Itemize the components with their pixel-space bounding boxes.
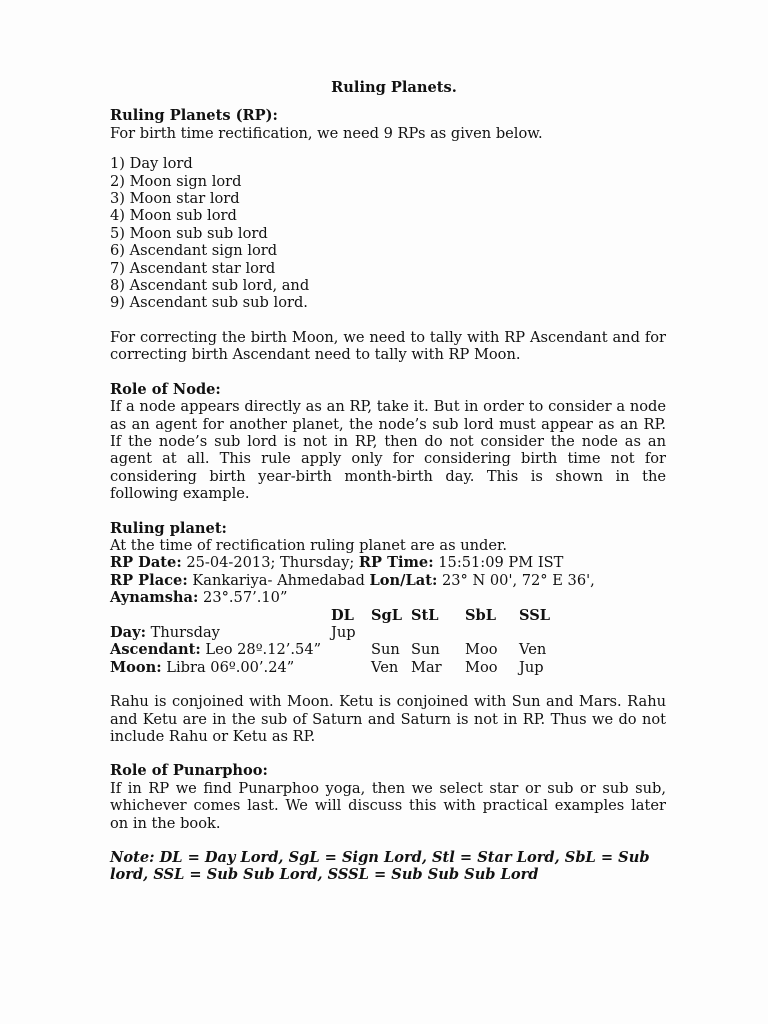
row-label-cell: [110, 624, 331, 641]
rp-intro: For birth time rectification, we need 9 RPs as given below.: [110, 124, 543, 142]
punarphoo-paragraph: If in RP we find Punarphoo yoga, then we select star or sub or sub sub, whichever comes last. We will discuss this with practical examples later on in the book.: [110, 779, 666, 832]
table-cell: Sun: [371, 641, 400, 659]
table-cell: Jup: [331, 623, 356, 641]
table-row: [110, 641, 573, 658]
table-header: [110, 607, 331, 624]
list-item: 3) Moon star lord: [110, 190, 240, 208]
row-value: Thursday: [145, 623, 220, 641]
rahu-ketu-paragraph: Rahu is conjoined with Moon. Ketu is conjoined with Sun and Mars. Rahu and Ketu are in the sub of Saturn and Saturn is not in RP. Thus we do not include Rahu or Ketu as RP.: [110, 693, 666, 745]
table-cell: Moo: [465, 641, 498, 659]
table-cell: [411, 624, 465, 641]
ruling-planet-heading: Ruling planet:: [110, 519, 227, 537]
list-item: 2) Moon sign lord: [110, 172, 242, 190]
table-cell: Ven: [519, 641, 547, 659]
node-paragraph: If a node appears directly as an RP, take it. But in order to consider a node as an agent for another planet, the node’s sub lord must appear as an RP. If the node’s sub lord is not in RP, then do not consider the node as an agent at all. This rule apply only for considering birth time not for considering birth year-birth month-birth day. This is shown in the following example.: [110, 398, 666, 503]
table-header: DL: [331, 606, 354, 624]
table-cell: [371, 624, 411, 641]
rp-place-value: Kankariya- Ahmedabad: [187, 571, 370, 589]
list-item: 7) Ascendant star lord: [110, 259, 276, 277]
node-heading: Role of Node:: [110, 380, 221, 398]
row-label: Moon:: [110, 658, 162, 676]
node-section: [110, 381, 666, 503]
list-item: 6) Ascendant sign lord: [110, 242, 278, 260]
aynamsha-label: Aynamsha:: [110, 589, 199, 607]
lonlat-label: Lon/Lat:: [369, 571, 438, 589]
page-title: Ruling Planets.: [331, 79, 457, 96]
list-item: 8) Ascendant sub lord, and: [110, 277, 310, 295]
rp-time-label: RP Time:: [358, 554, 434, 572]
row-label-cell: [110, 641, 331, 658]
table-row: [110, 659, 573, 676]
table-header: StL: [411, 606, 439, 624]
rp-place-line: [110, 572, 666, 589]
table-header-row: [110, 607, 573, 624]
list-item: 1) Day lord: [110, 155, 193, 173]
rp-date-value: 25-04-2013; Thursday;: [181, 554, 359, 572]
row-value: Libra 06º.00’.24”: [161, 658, 295, 676]
list-item: 4) Moon sub lord: [110, 207, 237, 225]
table-header: SSL: [519, 606, 551, 624]
table-row: [110, 624, 573, 641]
row-label: Ascendant:: [110, 641, 201, 659]
ruling-planet-intro: At the time of rectification ruling planet are as under.: [110, 536, 507, 554]
row-label-cell: [110, 659, 331, 676]
table-cell: [331, 659, 371, 676]
ruling-planets-section: [110, 107, 666, 363]
document-body: [110, 79, 666, 884]
row-value: Leo 28º.12’.54”: [200, 641, 322, 659]
table-cell: [331, 641, 371, 658]
ruling-planets-table: [110, 607, 573, 677]
table-cell: [519, 624, 573, 641]
table-cell: Mar: [411, 658, 442, 676]
correction-paragraph: For correcting the birth Moon, we need to tally with RP Ascendant and for correcting birth Ascendant need to tally with RP Moon.: [110, 328, 666, 364]
rp-heading: Ruling Planets (RP):: [110, 107, 278, 125]
ruling-planet-section: [110, 520, 666, 746]
row-label: Day:: [110, 623, 146, 641]
table-header: SbL: [465, 606, 497, 624]
aynamsha-value: 23°.57’.10”: [198, 589, 288, 607]
rp-list: [110, 155, 666, 312]
rp-place-label: RP Place:: [110, 571, 188, 589]
list-item: 5) Moon sub sub lord: [110, 224, 268, 242]
table-cell: [465, 624, 519, 641]
rp-date-line: [110, 554, 666, 571]
abbreviation-note: Note: DL = Day Lord, SgL = Sign Lord, Stl = Star Lord, SbL = Sub lord, SSL = Sub Sub Lord, SSSL = Sub Sub Sub Lord: [110, 849, 650, 884]
list-item: 9) Ascendant sub sub lord.: [110, 294, 308, 312]
lonlat-value: 23° N 00', 72° E 36',: [437, 571, 595, 589]
table-cell: Ven: [371, 658, 399, 676]
rp-date-label: RP Date:: [110, 554, 182, 572]
table-cell: Jup: [519, 658, 544, 676]
table-cell: Sun: [411, 641, 440, 659]
rp-time-value: 15:51:09 PM IST: [433, 554, 564, 572]
punarphoo-heading: Role of Punarphoo:: [110, 762, 268, 780]
punarphoo-section: [110, 762, 666, 832]
table-header: SgL: [371, 606, 403, 624]
table-cell: Moo: [465, 658, 498, 676]
aynamsha-line: [110, 589, 666, 606]
